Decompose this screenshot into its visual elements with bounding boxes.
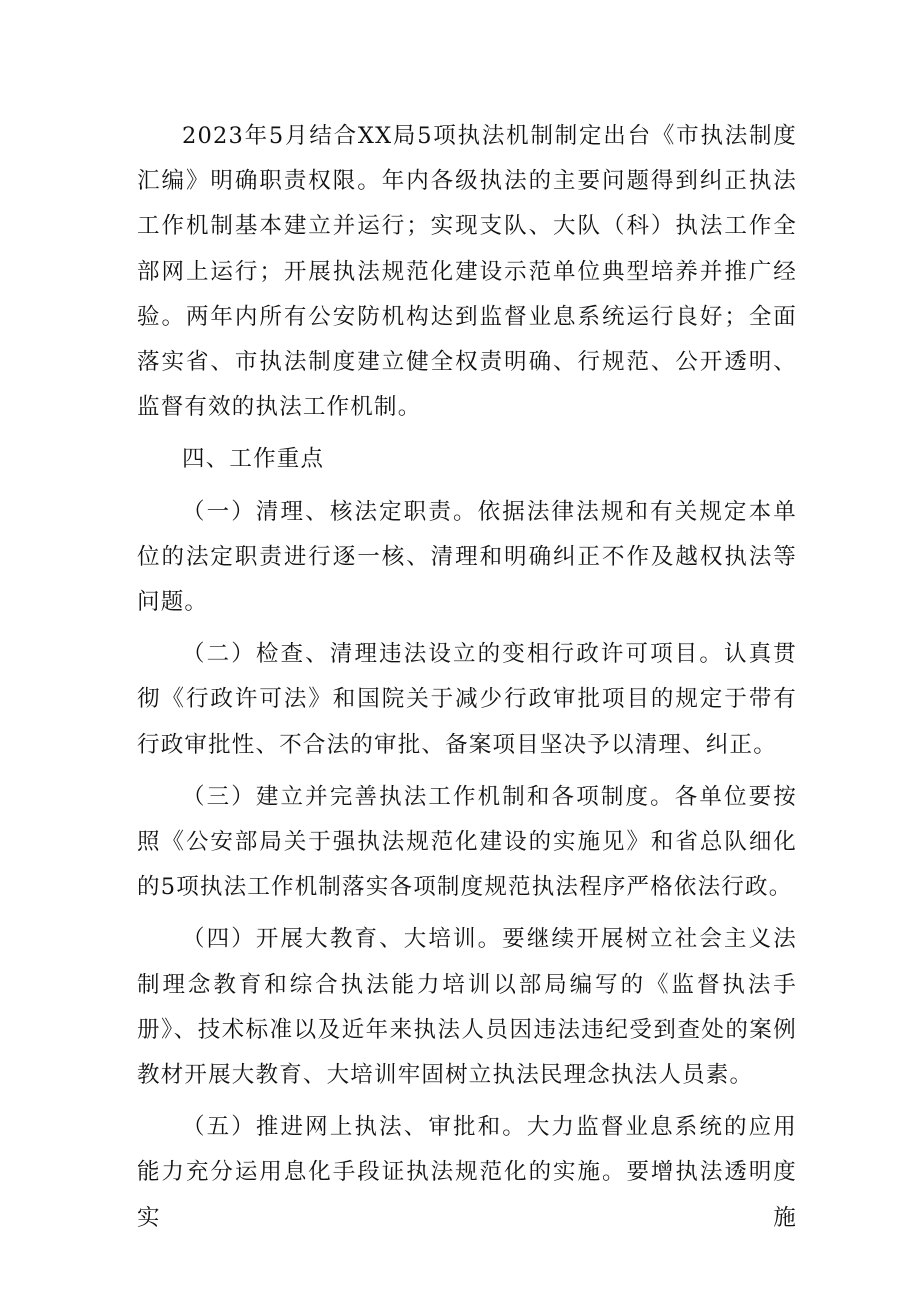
paragraph-intro: 2023年5月结合XX局5项执法机制制定出台《市执法制度汇编》明确职责权限。年内各级执法的主要问题得到纠正执法工作机制基本建立并运行；实现支队、大队（科）执法工作全部网上运行；开展执法规范化建设示范单位典型培养并推广经验。两年内所有公安防机构达到监督业息系统运行良好；全面落实省、市执法制度建立健全权责明确、行规范、公开透明、监督有效的执法工作机制。 — [137, 123, 797, 421]
paragraph-item-3: （三）建立并完善执法工作机制和各项制度。各单位要按照《公安部局关于强执法规范化建设的实施见》和省总队细化的5项执法工作机制落实各项制度规范执法程序严格依法行政。 — [137, 783, 797, 901]
paragraph-item-2: （二）检查、清理违法设立的变相行政许可项目。认真贯彻《行政许可法》和国院关于减少行政审批项目的规定于带有行政审批性、不合法的审批、备案项目坚决予以清理、纠正。 — [137, 641, 797, 758]
document-body — [137, 114, 797, 1241]
section-heading: 四、工作重点 — [182, 446, 325, 473]
paragraph-item-5: （五）推进网上执法、审批和。大力监督业息系统的应用能力充分运用息化手段证执法规范化的实施。要增执法透明度实施 — [137, 1114, 797, 1231]
paragraph-item-1: （一）清理、核法定职责。依据法律法规和有关规定本单位的法定职责进行逐一核、清理和明确纠正不作及越权执法等问题。 — [137, 498, 797, 616]
paragraph-item-4: （四）开展大教育、大培训。要继续开展树立社会主义法制理念教育和综合执法能力培训以部局编写的《监督执法手册》、技术标准以及近年来执法人员因违法违纪受到查处的案例教材开展大教育、大培训牢固树立执法民理念执法人员素。 — [137, 926, 797, 1089]
